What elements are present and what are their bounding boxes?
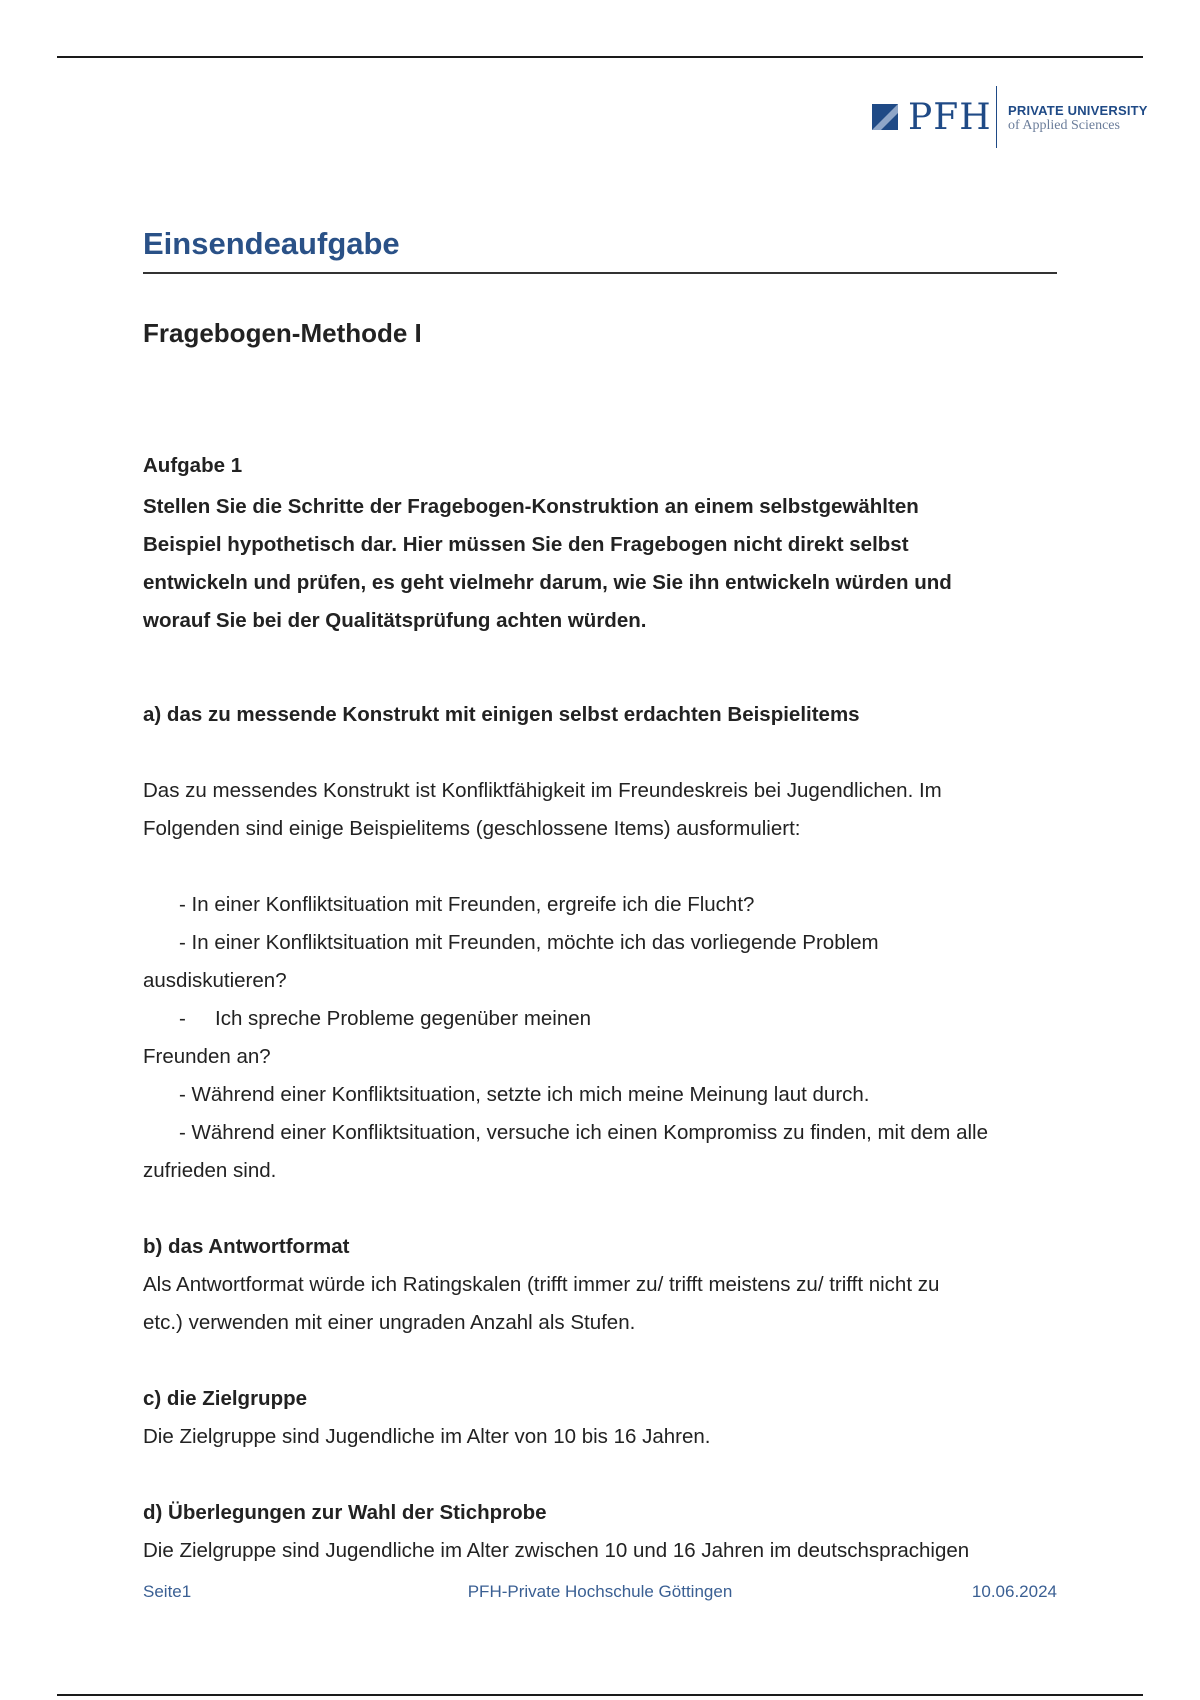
example-item: - Während einer Konfliktsituation, versuche ich einen Kompromiss zu finden, mit dem alle [179,1121,988,1144]
section-b-text-line: etc.) verwenden mit einer ungraden Anzahl als Stufen. [143,1311,636,1334]
section-d-heading: d) Überlegungen zur Wahl der Stichprobe [143,1501,547,1524]
footer-institution: PFH-Private Hochschule Göttingen [467,1582,733,1601]
example-item-text: Ich spreche Probleme gegenüber meinen [215,1007,592,1030]
top-page-rule [57,56,1143,58]
aufgabe-prompt-line: entwickeln und prüfen, es geht vielmehr darum, wie Sie ihn entwickeln würden und [143,571,952,594]
section-c-heading: c) die Zielgruppe [143,1387,308,1410]
footer-date: 10.06.2024 [971,1582,1057,1601]
footer-page-number: Seite1 [143,1582,192,1601]
section-a-intro-line: Folgenden sind einige Beispielitems (geschlossene Items) ausformuliert: [143,817,801,840]
page-footer [143,1582,1057,1604]
section-c-text-line: Die Zielgruppe sind Jugendliche im Alter von 10 bis 16 Jahren. [143,1425,711,1448]
document-subtitle: Fragebogen-Methode I [143,318,422,348]
title-underline [143,272,1057,274]
document-title: Einsendeaufgabe [143,226,400,261]
example-item-continuation: ausdiskutieren? [143,969,287,992]
logo-tagline-university: PRIVATE UNIVERSITY [1008,103,1148,118]
aufgabe-prompt-line: Beispiel hypothetisch dar. Hier müssen Sie den Fragebogen nicht direkt selbst [143,533,909,556]
bottom-page-rule [57,1694,1143,1696]
section-d-text-line: Die Zielgruppe sind Jugendliche im Alter zwischen 10 und 16 Jahren im deutschsprachigen [143,1539,970,1562]
example-item-continuation: Freunden an? [143,1045,271,1068]
example-item: - In einer Konfliktsituation mit Freunden, ergreife ich die Flucht? [179,893,755,916]
list-dash: - [179,1007,186,1030]
logo-tagline-sciences: of Applied Sciences [1008,118,1120,133]
aufgabe-prompt-line: worauf Sie bei der Qualitätsprüfung achten würden. [143,609,647,632]
section-a-heading: a) das zu messende Konstrukt mit einigen selbst erdachten Beispielitems [143,703,860,726]
example-item [143,1000,1063,1038]
example-item: - Während einer Konfliktsituation, setzte ich mich meine Meinung laut durch. [179,1083,870,1106]
section-b-text-line: Als Antwortformat würde ich Ratingskalen (trifft immer zu/ trifft meistens zu/ trifft nicht zu [143,1273,940,1296]
aufgabe-prompt-line: Stellen Sie die Schritte der Fragebogen-Konstruktion an einem selbstgewählten [143,495,919,518]
example-item: - In einer Konfliktsituation mit Freunden, möchte ich das vorliegende Problem [179,931,879,954]
logo-divider [996,86,997,148]
aufgabe-label: Aufgabe 1 [143,454,243,477]
aufgabe-prompt [143,488,1063,640]
section-b-heading: b) das Antwortformat [143,1235,350,1258]
example-item-continuation: zufrieden sind. [143,1159,277,1182]
pfh-logo-mark-icon [872,104,898,130]
logo-wordmark: PFH [908,97,992,138]
pfh-logo [872,86,1148,148]
document-body [143,450,1063,1570]
section-a-intro-line: Das zu messendes Konstrukt ist Konfliktfähigkeit im Freundeskreis bei Jugendlichen. Im [143,779,942,802]
